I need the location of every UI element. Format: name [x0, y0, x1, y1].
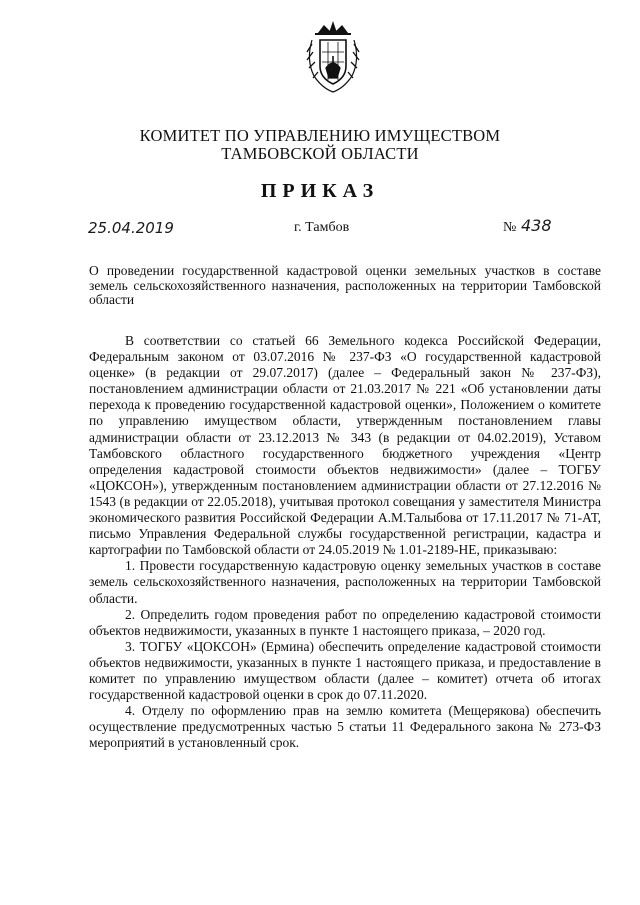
order-item-1: 1. Провести государственную кадастровую оценку земельных участков в составе земель сельскохозяйственного назначения, расположенных на территории Тамбовской области. [89, 558, 601, 606]
document-subject: О проведении государственной кадастровой оценки земельных участков в составе земель сельскохозяйственного назначения, расположенных на территории Тамбовской области [89, 263, 601, 307]
order-item-3: 3. ТОГБУ «ЦОКСОН» (Ермина) обеспечить определение кадастровой стоимости объектов недвижимости, указанных в пункте 1 настоящего приказа, и предоставление в комитет по управлению имуществом области (далее – комитет) отчета об итогах государственной кадастровой оценки в срок до 07.11.2020. [89, 638, 601, 703]
document-body [89, 333, 601, 751]
organization-name-line1: КОМИТЕТ ПО УПРАВЛЕНИЮ ИМУЩЕСТВОМ [139, 126, 501, 145]
order-item-4: 4. Отделу по оформлению прав на землю комитета (Мещерякова) обеспечить осуществление предусмотренных частью 5 статьи 11 Федерального закона № 273-ФЗ мероприятий в установленный срок. [89, 703, 601, 751]
document-city: г. Тамбов [294, 220, 350, 235]
document-number: 438 [521, 216, 552, 235]
preamble-paragraph: В соответствии со статьей 66 Земельного кодекса Российской Федерации, Федеральным законом от 03.07.2016 № 237-ФЗ «О государственной кадастровой оценке» (в редакции от 29.07.2017) (далее – Федеральный закон № 237-ФЗ), постановлением администрации области от 21.03.2017 № 221 «Об установлении даты перехода к проведению государственной кадастровой оценки», Положением о комитете по управлению имуществом области, утвержденным постановлением главы администрации области от 23.12.2013 № 343 (в редакции от 04.02.2019), Уставом Тамбовского областного государственного бюджетного учреждения «Центр определения кадастровой стоимости объектов недвижимости» (далее – ТОГБУ «ЦОКСОН»), утвержденным постановлением администрации области от 27.12.2016 № 1543 (в редакции от 22.05.2018), учитывая протокол совещания у заместителя Министра экономического развития Российской Федерации А.М.Талыбова от 17.11.2017 № 71-АТ, письмо Управления Федеральной службы государственной регистрации, кадастра и картографии по Тамбовской области от 24.05.2019 № 1.01-2189-НЕ, приказываю: [89, 333, 601, 558]
document-date: 25.04.2019 [88, 219, 174, 237]
order-item-2: 2. Определить годом проведения работ по определению кадастровой стоимости объектов недвижимости, указанных в пункте 1 настоящего приказа, – 2020 год. [89, 606, 601, 638]
coat-of-arms-icon [304, 20, 362, 96]
organization-name-line2: ТАМБОВСКОЙ ОБЛАСТИ [221, 144, 419, 163]
document-title: ПРИКАЗ [260, 180, 380, 202]
document-number-label: № [503, 220, 517, 235]
